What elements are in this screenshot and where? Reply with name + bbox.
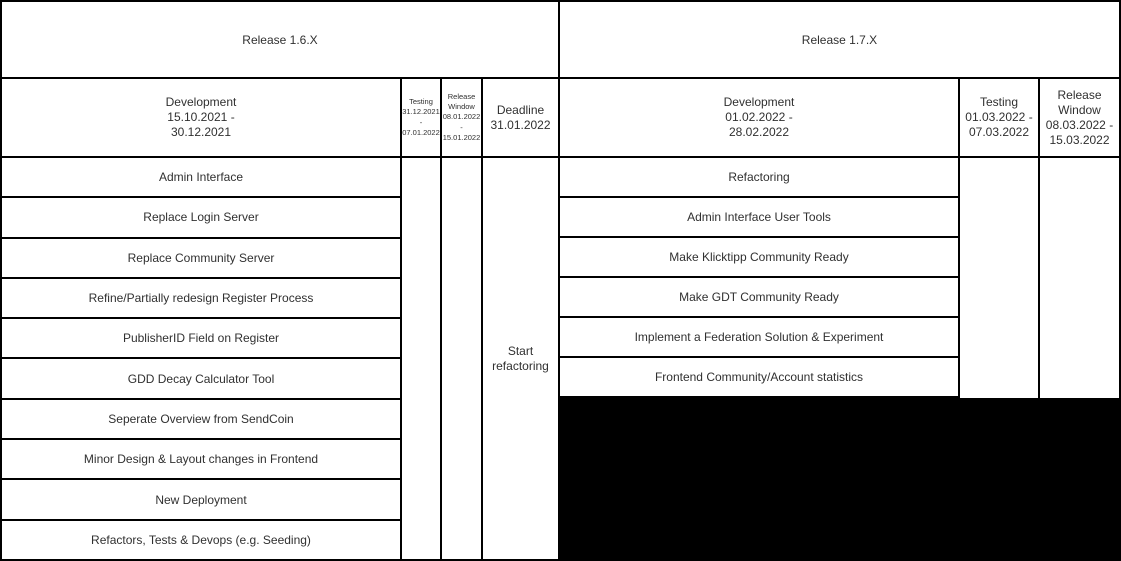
- testing-start-date: 01.03.2022 -: [965, 110, 1033, 124]
- task-row: Admin Interface User Tools: [560, 198, 958, 238]
- development-label: Development: [165, 95, 237, 109]
- release-window-end-date: 15.03.2022: [1049, 132, 1110, 147]
- task-row: Make GDT Community Ready: [560, 278, 958, 318]
- task-row: Refactors, Tests & Devops (e.g. Seeding): [91, 532, 311, 547]
- development-start-date: 01.02.2022 -: [725, 110, 793, 124]
- task-row: New Deployment: [2, 480, 400, 520]
- testing-end-date: 07.01.2022: [402, 127, 440, 137]
- release-window-label-line2: Window: [1058, 102, 1101, 117]
- release-window-label-line1: Release: [1057, 87, 1102, 102]
- testing-header-16: [402, 79, 442, 156]
- testing-dash: -: [419, 117, 423, 127]
- deadline-note-line2: refactoring: [492, 358, 549, 373]
- deadline-date: 31.01.2022: [490, 117, 551, 132]
- task-row: PublisherID Field on Register: [2, 319, 400, 359]
- release-17-title: Release 1.7.X: [560, 2, 1119, 79]
- redacted-region: [558, 398, 1119, 559]
- testing-label: Testing: [409, 97, 433, 107]
- testing-start-date: 31.12.2021: [402, 107, 440, 117]
- release-16-task-column: [2, 158, 402, 559]
- testing-column-spacer-16: [402, 158, 442, 559]
- release-17-header-row: [560, 79, 1119, 158]
- testing-label: Testing: [979, 95, 1019, 109]
- release-window-start-date: 08.01.2022: [442, 112, 481, 122]
- development-header-17: [560, 79, 960, 156]
- task-row: Replace Login Server: [2, 198, 400, 238]
- deadline-note-line1: Start: [507, 343, 534, 358]
- task-row: Frontend Community/Account statistics: [560, 358, 958, 398]
- development-label: Development: [723, 95, 795, 109]
- development-end-date: 30.12.2021: [170, 125, 232, 139]
- testing-header-17: [960, 79, 1040, 156]
- release-window-start-date: 08.03.2022 -: [1045, 117, 1114, 132]
- task-row: Refactoring: [560, 158, 958, 198]
- release-window-column-spacer-16: [442, 158, 483, 559]
- task-row: Make Klicktipp Community Ready: [560, 238, 958, 278]
- release-16-header-row: [2, 79, 558, 158]
- development-start-date: 15.10.2021 -: [167, 110, 235, 124]
- release-window-dash: -: [460, 122, 463, 132]
- task-row: Replace Community Server: [2, 239, 400, 279]
- development-end-date: 28.02.2022: [728, 125, 790, 139]
- task-row: GDD Decay Calculator Tool: [2, 359, 400, 399]
- testing-end-date: 07.03.2022: [968, 125, 1030, 139]
- release-window-label-line2: Window: [448, 102, 475, 112]
- task-row: Implement a Federation Solution & Experiment: [560, 318, 958, 358]
- task-row: Refine/Partially redesign Register Process: [2, 279, 400, 319]
- release-window-header-16: [442, 79, 483, 156]
- release-window-label-line1: Release: [447, 92, 476, 102]
- release-window-header-17: [1040, 79, 1119, 156]
- task-row: Admin Interface: [2, 158, 400, 198]
- release-16-title: Release 1.6.X: [2, 2, 558, 79]
- release-window-end-date: 15.01.2022: [442, 132, 481, 142]
- deadline-header-16: [483, 79, 558, 156]
- release-16-body: [2, 158, 558, 559]
- deadline-label: Deadline: [496, 102, 545, 117]
- task-row: Seperate Overview from SendCoin: [2, 400, 400, 440]
- deadline-note-cell: [483, 158, 558, 559]
- task-row: Minor Design & Layout changes in Frontend: [2, 440, 400, 480]
- release-16-section: [2, 2, 560, 559]
- development-header-16: [2, 79, 402, 156]
